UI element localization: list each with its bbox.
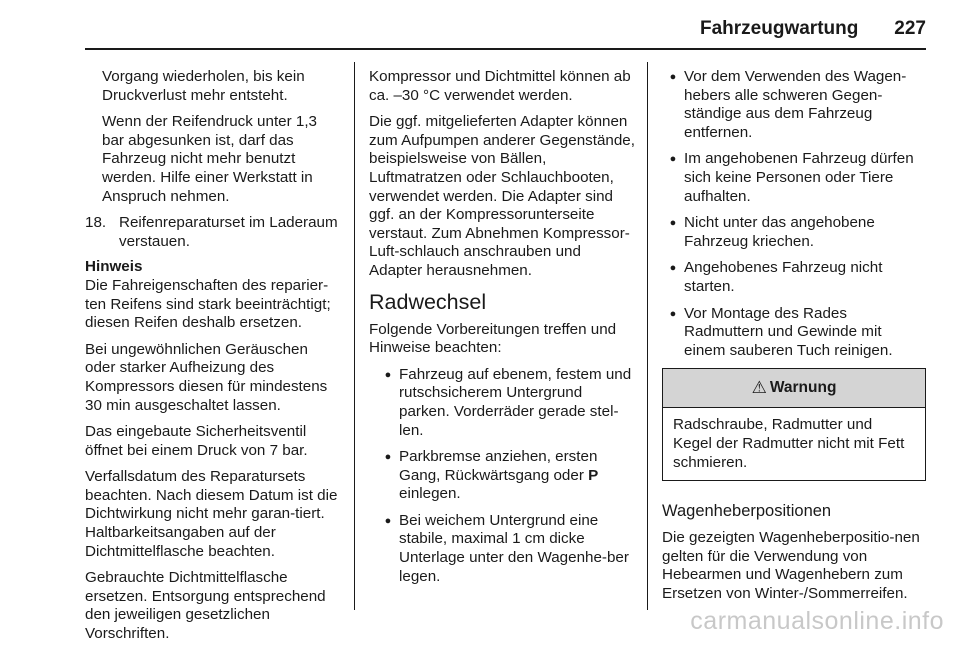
list-item-text: Vor dem Verwenden des Wagen-hebers alle schweren Gegen-ständige aus dem Fahrzeug entfernen. (684, 68, 907, 141)
bullet-icon (662, 68, 684, 142)
list-item-text: Vor Montage des Rades Radmuttern und Gewinde mit einem sauberen Tuch reinigen. (684, 304, 893, 359)
list-item (662, 150, 926, 206)
step-18 (85, 214, 340, 251)
paragraph: Die ggf. mitgelieferten Adapter können zum Aufpumpen anderer Gegenstände, beispielsweise von Bällen, Luftmatratzen oder Schlauchbooten, verwendet werden. Die Adapter sind ggf. an der Kompressorunterseite verstaut. Zum Abnehmen Kompressor-Luft-schlauch anschrauben und Adapter herausnehmen. (369, 113, 635, 279)
section-title: Fahrzeugwartung (700, 18, 859, 39)
list-item-text: Parkbremse anziehen, ersten Gang, Rückwärtsgang oder P einlegen. (399, 448, 599, 503)
warning-title: Warnung (769, 379, 837, 397)
paragraph: Folgende Vorbereitungen treffen und Hinweise beachten: (369, 320, 617, 357)
note-paragraph: Die Fahreigenschaften des reparier-ten Reifens sind stark beeinträchtigt; diesen Reifen deshalb ersetzen. (85, 276, 331, 332)
preparation-list (369, 366, 635, 587)
list-item (377, 512, 635, 586)
gear-letter: P (588, 466, 599, 484)
list-item (662, 305, 926, 361)
note-paragraph: Verfallsdatum des Reparatursets beachten. Nach diesem Datum ist die Dichtwirkung nicht mehr garan-tiert. Haltbarkeitsangaben auf der Dichtmittelflasche beachten. (85, 468, 338, 560)
step-text: Reifenreparaturset im Laderaum verstauen. (119, 214, 338, 250)
subsection-heading: Wagenheberpositionen (662, 502, 832, 521)
list-item-text: Angehobenes Fahrzeug nicht starten. (684, 259, 883, 295)
column-separator (647, 62, 648, 610)
paragraph: Kompressor und Dichtmittel können ab ca. –30 °C verwendet werden. (369, 68, 631, 104)
column-right (662, 68, 926, 611)
bullet-icon (662, 305, 684, 361)
warning-header (663, 369, 925, 408)
list-item-text: Bei weichem Untergrund eine stabile, maximal 1 cm dicke Unterlage unter den Wagenhe-ber legen. (399, 511, 629, 585)
bullet-icon (662, 150, 684, 206)
list-item (377, 448, 635, 504)
running-header (700, 18, 926, 40)
bullet-icon (662, 259, 684, 296)
paragraph: Wenn der Reifendruck unter 1,3 bar abgesunken ist, darf das Fahrzeug nicht mehr benutzt werden. Hilfe einer Werkstatt in Anspruch nehmen. (102, 113, 317, 205)
warning-text: Radschraube, Radmutter und Kegel der Radmutter nicht mit Fett schmieren. (673, 416, 905, 471)
list-item-text: Fahrzeug auf ebenem, festem und rutschsicherem Untergrund parken. Vorderräder gerade stel-len. (399, 365, 632, 439)
bullet-icon (662, 214, 684, 251)
column-left (85, 68, 340, 652)
note-title: Hinweis (85, 258, 143, 276)
safety-list (662, 68, 926, 360)
bullet-icon (377, 448, 399, 504)
list-item-text: Nicht unter das angehobene Fahrzeug kriechen. (684, 214, 875, 250)
note-paragraph: Das eingebaute Sicherheitsventil öffnet bei einem Druck von 7 bar. (85, 423, 308, 459)
paragraph: Vorgang wiederholen, bis kein Druckverlust mehr entsteht. (102, 68, 305, 104)
list-item (662, 259, 926, 296)
warning-box (662, 368, 926, 481)
step-number: 18. (85, 214, 107, 232)
note-block (85, 258, 340, 643)
page-number: 227 (894, 18, 926, 39)
note-paragraph: Gebrauchte Dichtmittelflasche ersetzen. Entsorgung entsprechend den jeweiligen gesetzlichen Vorschriften. (85, 569, 326, 643)
list-item (662, 68, 926, 142)
warning-triangle-icon: ⚠ (751, 378, 767, 398)
header-rule (85, 48, 926, 50)
bullet-icon (377, 512, 399, 586)
paragraph: Die gezeigten Wagenheberpositio-nen gelten für die Verwendung von Hebearmen und Wagenhebern zum Ersetzen von Winter-/Sommerreifen. (662, 529, 920, 602)
column-separator (354, 62, 355, 610)
section-heading: Radwechsel (369, 289, 487, 314)
note-paragraph: Bei ungewöhnlichen Geräuschen oder starker Aufheizung des Kompressors diesen für mindestens 30 min ausgeschaltet lassen. (85, 340, 328, 414)
column-middle (369, 68, 635, 594)
list-item-text: Im angehobenen Fahrzeug dürfen sich keine Personen oder Tiere aufhalten. (684, 150, 914, 205)
watermark: carmanualsonline.info (690, 607, 944, 635)
list-item (662, 214, 926, 251)
list-item (377, 366, 635, 440)
bullet-icon (377, 366, 399, 440)
